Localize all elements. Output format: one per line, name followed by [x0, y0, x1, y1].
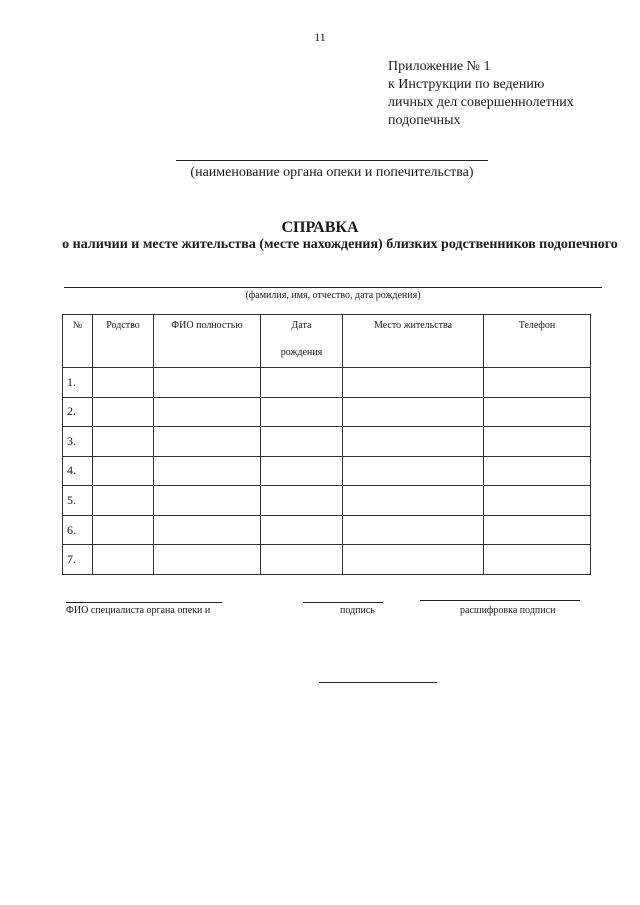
- row-number: 5.: [63, 486, 93, 516]
- appendix-line: Приложение № 1: [388, 59, 491, 74]
- header-phone: Телефон: [484, 315, 591, 368]
- cell-full-name[interactable]: [154, 368, 261, 398]
- header-birth-date: [261, 315, 343, 368]
- cell-relation[interactable]: [93, 427, 154, 457]
- cell-full-name[interactable]: [154, 515, 261, 545]
- cell-relation[interactable]: [93, 486, 154, 516]
- ward-name-line: [64, 287, 602, 288]
- cell-phone[interactable]: [484, 427, 591, 457]
- cell-full-name[interactable]: [154, 545, 261, 575]
- cell-birth-date[interactable]: [261, 486, 343, 516]
- cell-relation[interactable]: [93, 545, 154, 575]
- cell-relation[interactable]: [93, 397, 154, 427]
- ward-name-caption: (фамилия, имя, отчество, дата рождения): [245, 290, 421, 301]
- cell-phone[interactable]: [484, 397, 591, 427]
- organ-name-caption: (наименование органа опеки и попечительства): [190, 165, 474, 180]
- row-number: 2.: [63, 397, 93, 427]
- cell-full-name[interactable]: [154, 456, 261, 486]
- row-number: 3.: [63, 427, 93, 457]
- specialist-caption: ФИО специалиста органа опеки и: [66, 605, 211, 616]
- cell-residence[interactable]: [343, 515, 484, 545]
- organ-name-line: [176, 160, 488, 161]
- document-subtitle: о наличии и месте жительства (месте нахождения) близких родственников подопечного: [62, 237, 618, 252]
- signature-caption: подпись: [340, 605, 375, 616]
- cell-full-name[interactable]: [154, 427, 261, 457]
- header-residence: Место жительства: [343, 315, 484, 368]
- signature-decoding-caption: расшифровка подписи: [460, 605, 556, 616]
- cell-full-name[interactable]: [154, 397, 261, 427]
- cell-phone[interactable]: [484, 456, 591, 486]
- cell-birth-date[interactable]: [261, 515, 343, 545]
- document-title: СПРАВКА: [281, 219, 359, 236]
- specialist-name-line: [66, 602, 222, 603]
- cell-phone[interactable]: [484, 515, 591, 545]
- appendix-line: к Инструкции по ведению: [388, 77, 545, 92]
- cell-relation[interactable]: [93, 368, 154, 398]
- cell-residence[interactable]: [343, 456, 484, 486]
- table-row: [63, 515, 591, 545]
- header-birth-date-line2: рождения: [280, 347, 323, 358]
- cell-birth-date[interactable]: [261, 368, 343, 398]
- signature-line: [303, 602, 383, 603]
- appendix-line: подопечных: [388, 113, 461, 128]
- row-number: 6.: [63, 515, 93, 545]
- cell-residence[interactable]: [343, 427, 484, 457]
- table-header-row: [63, 315, 591, 368]
- table-row: [63, 545, 591, 575]
- table-row: [63, 368, 591, 398]
- cell-phone[interactable]: [484, 368, 591, 398]
- page-number: 11: [314, 30, 326, 44]
- cell-full-name[interactable]: [154, 486, 261, 516]
- row-number: 7.: [63, 545, 93, 575]
- appendix-line: личных дел совершеннолетних: [388, 95, 574, 110]
- cell-residence[interactable]: [343, 545, 484, 575]
- header-birth-date-line1: Дата: [291, 320, 312, 331]
- signature-decoding-line: [420, 600, 580, 601]
- cell-birth-date[interactable]: [261, 397, 343, 427]
- bottom-line: [319, 682, 437, 683]
- cell-birth-date[interactable]: [261, 427, 343, 457]
- header-full-name: ФИО полностью: [154, 315, 261, 368]
- table-row: [63, 456, 591, 486]
- cell-relation[interactable]: [93, 515, 154, 545]
- cell-relation[interactable]: [93, 456, 154, 486]
- header-relation: Родство: [93, 315, 154, 368]
- appendix-note: [388, 58, 574, 130]
- cell-residence[interactable]: [343, 486, 484, 516]
- cell-residence[interactable]: [343, 368, 484, 398]
- table-row: [63, 486, 591, 516]
- cell-residence[interactable]: [343, 397, 484, 427]
- table-row: [63, 397, 591, 427]
- cell-birth-date[interactable]: [261, 456, 343, 486]
- relatives-table: [62, 314, 591, 575]
- row-number: 4.: [63, 456, 93, 486]
- row-number: 1.: [63, 368, 93, 398]
- cell-phone[interactable]: [484, 486, 591, 516]
- table-row: [63, 427, 591, 457]
- header-number: №: [63, 315, 93, 368]
- cell-phone[interactable]: [484, 545, 591, 575]
- cell-birth-date[interactable]: [261, 545, 343, 575]
